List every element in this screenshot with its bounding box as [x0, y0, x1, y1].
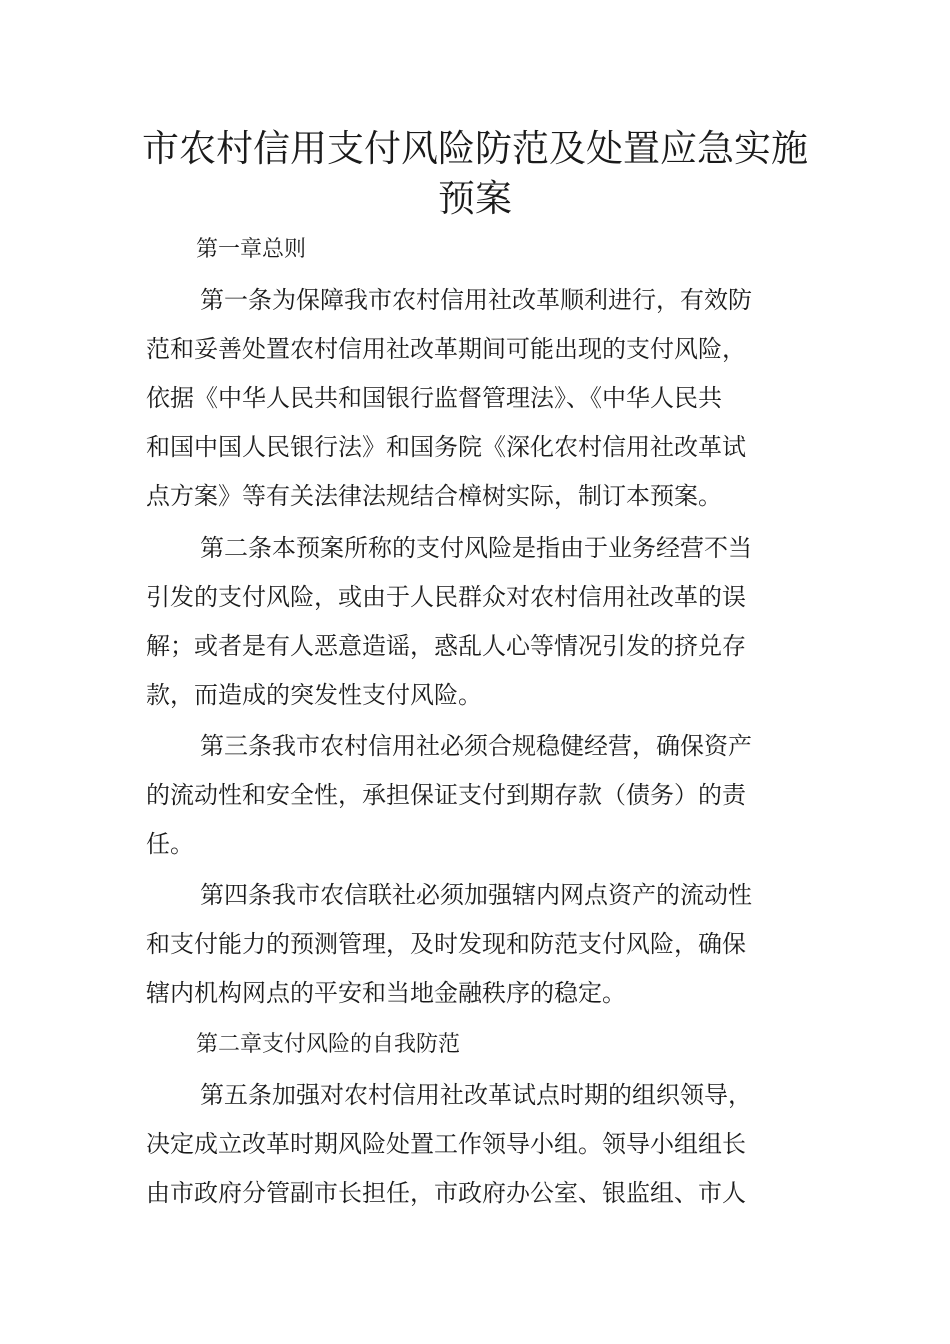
- paragraph-line: 第二条本预案所称的支付风险是指由于业务经营不当: [200, 534, 752, 562]
- paragraph-line: 任。: [146, 830, 194, 858]
- paragraph-line: 由市政府分管副市长担任，市政府办公室、银监组、市人: [146, 1179, 746, 1207]
- paragraph-line: 第四条我市农信联社必须加强辖内网点资产的流动性: [200, 881, 752, 909]
- document-title: [120, 124, 830, 224]
- chapter-heading: 第二章支付风险的自我防范: [196, 1032, 461, 1057]
- paragraph-line: 的流动性和安全性，承担保证支付到期存款（债务）的责: [146, 781, 746, 809]
- title-line: 市农村信用支付风险防范及处置应急实施: [142, 127, 808, 170]
- title-line: 预案: [438, 177, 512, 220]
- paragraph-line: 款，而造成的突发性支付风险。: [146, 681, 482, 709]
- paragraph-line: 和支付能力的预测管理，及时发现和防范支付风险，确保: [146, 930, 746, 958]
- paragraph-line: 第一条为保障我市农村信用社改革顺利进行，有效防: [200, 286, 752, 314]
- paragraph-line: 辖内机构网点的平安和当地金融秩序的稳定。: [146, 979, 626, 1007]
- chapter-heading: 第一章总则: [196, 237, 307, 262]
- paragraph-line: 和国中国人民银行法》和国务院《深化农村信用社改革试: [146, 433, 746, 461]
- paragraph-line: 解；或者是有人恶意造谣，惑乱人心等情况引发的挤兑存: [146, 632, 746, 660]
- paragraph-line: 决定成立改革时期风险处置工作领导小组。领导小组组长: [146, 1130, 746, 1158]
- paragraph-line: 引发的支付风险，或由于人民群众对农村信用社改革的误: [146, 583, 746, 611]
- paragraph-line: 点方案》等有关法律法规结合樟树实际，制订本预案。: [146, 482, 722, 510]
- paragraph-line: 范和妥善处置农村信用社改革期间可能出现的支付风险，: [146, 335, 746, 363]
- paragraph-line: 第三条我市农村信用社必须合规稳健经营，确保资产: [200, 732, 752, 760]
- paragraph-line: 依据《中华人民共和国银行监督管理法》、《中华人民共: [146, 384, 722, 412]
- paragraph-line: 第五条加强对农村信用社改革试点时期的组织领导，: [200, 1081, 752, 1109]
